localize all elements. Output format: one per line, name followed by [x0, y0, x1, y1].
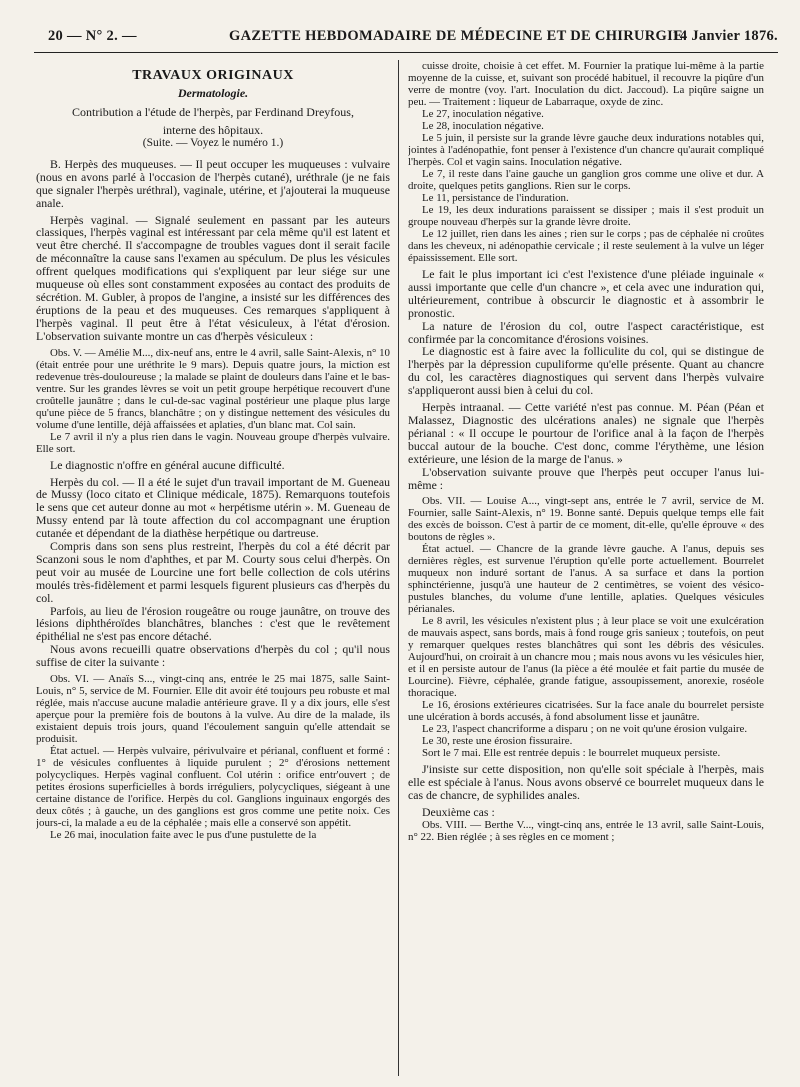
issue-date: 14 Janvier 1876.	[672, 28, 778, 44]
paragraph-scanzoni: Compris dans son sens plus restreint, l'herpès du col a été décrit par Scanzoni sous le nom d'aphthes, et par M. Courty sous celui d'herpès. On peut voir au musée de Lourcine une fort belle collection de cols utérins moulés très-fidèlement et parmi lesquels figurent plusieurs cas d'herpès du col.	[36, 539, 390, 605]
observation-vi-day-27: Le 27, inoculation négative.	[422, 108, 544, 120]
paragraph-herpes-du-col: Herpès du col. — Il a été le sujet d'un travail important de M. Gueneau de Mussy (loco citato et Clinique médicale, 1875). Remarquons toutefois le sens que cet auteur donne au mot « herpétisme utérin ». M. Gueneau de Mussy entend par là toute affection du col accompagnant une éruption cutanée et dépendant de la diathèse herpétique ou dartreuse.	[36, 474, 390, 541]
observation-vii-april-23: Le 23, l'aspect chancriforme a disparu ; on ne voit qu'une érosion vulgaire.	[422, 723, 748, 736]
observation-vi-june-11: Le 11, persistance de l'induration.	[422, 192, 569, 204]
paragraph-quatre-observations: Nous avons recueilli quatre observations d'herpès du col ; qu'il nous suffise de citer la suivante :	[36, 642, 390, 670]
right-column	[408, 60, 764, 1080]
observation-vi-july-12: Le 12 juillet, rien dans les aines ; rien sur le corps ; pas de céphalée ni croûtes dans les cheveux, ni adénopathie cervicale ; il reste seulement à la vulve un léger épaississement. Elle sort.	[408, 228, 764, 264]
journal-title: GAZETTE HEBDOMADAIRE DE MÉDECINE ET DE CHIRURGIE.	[229, 28, 687, 44]
observation-v: Obs. V. — Amélie M..., dix-neuf ans, entre le 4 avril, salle Saint-Alexis, n° 10 (était entrée pour une uréthrite le 9 mars). Depuis quatre jours, la miction est redevenue très-douloureuse ; la malade se plaint de douleurs dans l'aine et le bas-ventre. Sur les grandes lèvres se voit un petit groupe herpétique recouvert d'une croûtelle jaunâtre ; dans le cul-de-sac vaginal postérieur une plaque plus large qu'une pièce de 5 francs, blanchâtre ; on y distingue nettement des vésicules du volume d'une lentille, déjà affaissées et aplaties, d'un blanc mat. Col sain.	[36, 346, 390, 431]
observation-vi-june-7: Le 7, il reste dans l'aine gauche un ganglion gros comme une olive et dur. A droite, quelques petits ganglions. Rien sur le corps.	[408, 168, 764, 192]
paragraph-lesions: Parfois, au lieu de l'érosion rougeâtre ou rouge jaunâtre, on trouve des lésions diphthéroïdes blanchâtres, blanches : c'est que le revêtement épithélial ne s'est pas encore détaché.	[36, 603, 390, 644]
paragraph-diagnostic: Le diagnostic n'offre en général aucune difficulté.	[50, 457, 285, 472]
observation-vii-april-8: Le 8 avril, les vésicules n'existent plus ; à leur place se voit une exulcération de mauvais aspect, sans bords, mais à fond rouge gris sanieux ; toutefois, on peut y remarquer quelques restes blanchâtres qui sont les débris des vésicules. Aujourd'hui, on croirait à un chancre mou ; mais nous avons vu les vésicules hier, et il en persiste autour de l'anus (la pièce a été moulée et fait partie du musée de Lourcine). Fièvre, céphalée, grande fatigue, assoupissement, anorexie, roséole thoracique.	[408, 615, 764, 700]
paragraph-muqueuses: B. Herpès des muqueuses. — Il peut occuper les muqueuses : vulvaire (nous en avons parlé à l'occasion de l'herpès cutané), uréthrale (je ne fais que signaler l'herpès uréthral), vaginale, utérine, et j'ajouterai la muqueuse anale.	[36, 156, 390, 210]
observation-vi-etat-actuel: État actuel. — Herpès vulvaire, périvulvaire et périanal, confluent et formé : 1° de vésicules confluentes à liquide purulent ; 2° d'érosions nettement polycycliques. Herpès vaginal confluent. Col utérin : orifice entr'ouvert ; de petites érosions superficielles à bords irréguliers, polycycliques, siégeant à une certaine distance de l'orifice. Herpès du col. Ganglions inguinaux engorgés des deux côtés ; à gauche, un des ganglions est gros comme une petite noix. Ces jours-ci, la malade a eu de la céphalée ; mais elle a conservé son appétit.	[36, 745, 390, 830]
page-number: 20 — N° 2. —	[48, 28, 137, 44]
observation-v-followup: Le 7 avril il n'y a plus rien dans le vagin. Nouveau groupe d'herpès vulvaire. Elle sort.	[36, 430, 390, 455]
paragraph-bourrelet: J'insiste sur cette disposition, non qu'elle soit spéciale à l'herpès, mais elle est spéciale à l'anus. Nous avons observé ce bourrelet muqueux dans le cas de chancre, de syphilides anales.	[408, 762, 764, 803]
running-header	[34, 28, 780, 48]
observation-vii-april-16: Le 16, érosions extérieures cicatrisées. Sur la face anale du bourrelet persiste une ulcération à bords accusés, à fond absolument lisse et jaunâtre.	[408, 699, 764, 724]
subsection-title: Dermatologie.	[177, 86, 249, 100]
observation-vii-sortie: Sort le 7 mai. Elle est rentrée depuis : le bourrelet muqueux persiste.	[422, 747, 721, 760]
section-title: TRAVAUX ORIGINAUX	[132, 68, 294, 83]
observation-vii: Obs. VII. — Louise A..., vingt-sept ans, entrée le 7 avril, service de M. Fournier, salle Saint-Alexis, n° 19. Bonne santé. Depuis quelque temps elle fait des excès de boisson. C'est à partir de ce moment, dit-elle, qu'elle éprouve « des boutons de règles ».	[408, 495, 764, 544]
paragraph-herpes-intraanal: Herpès intraanal. — Cette variété n'est pas connue. M. Péan (Péan et Malassez, Diagnostic des ulcérations anales) ne signale que l'herpès périanal : « Il occupe le pourtour de l'orifice anal à la façon de l'herpès buccal autour de la bouche. C'est donc, comme l'érythème, une lésion extérieure, une lésion de la marge de l'anus. »	[408, 400, 764, 466]
article-title: Contribution a l'étude de l'herpès, par Ferdinand Dreyfous,	[72, 105, 354, 119]
paragraph-herpes-vaginal: Herpès vaginal. — Signalé seulement en passant par les auteurs classiques, l'herpès vaginal est intéressant par cela même qu'il est latent et veut être cherché. Il s'accompagne de troubles vagues dont il serait facile de méconnaître la cause sans l'examen au spéculum. De plus les vésicules offrent quelques modifications qui s'expliquent par leur siége sur une muqueuse où elles sont constamment exposées au contact des produits de sécrétion. M. Gubler, à propos de l'angine, a insisté sur les différences des éruptions de la peau et des muqueuses. Ces remarques s'appliquent à l'herpès vaginal. Il peut être à l'état vésiculeux, à l'état d'érosion. L'observation suivante montre un cas d'herpès vésiculeux :	[36, 212, 390, 343]
observation-vi-continued: cuisse droite, choisie à cet effet. M. Fournier la pratique lui-même à la partie moyenne de la cuisse, et, suivant son procédé habituel, il recouvre la piqûre d'un verre de montre (voy. l'art. Inoculation du dict. Jaccoud). La piqûre saigne un peu. — Traitement : liqueur de Labarraque, oxyde de zinc.	[408, 60, 764, 108]
paragraph-pleiade: Le fait le plus important ici c'est l'existence d'une pléiade inguinale « aussi importante que celle d'un chancre », et cela avec une induration qui, ultérieurement, contribue à obscurcir le diagnostic et à assombrir le pronostic.	[408, 267, 764, 320]
observation-vi-june-5: Le 5 juin, il persiste sur la grande lèvre gauche deux indurations notables qui, jointes à l'adénopathie, font penser à l'existence d'un chancre qu'aurait compliqué l'herpès. Col et vagin sains. Inoculation négative.	[408, 132, 764, 168]
observation-vi-inoculation: Le 26 mai, inoculation faite avec le pus d'une pustulette de la	[50, 829, 317, 842]
paragraph-nature-erosion: La nature de l'érosion du col, outre l'aspect caractéristique, est confirmée par la concomitance d'érosions voisines.	[408, 318, 764, 346]
paragraph-deuxieme-cas: Deuxième cas :	[422, 805, 495, 820]
observation-vi-june-19: Le 19, les deux indurations paraissent se dissiper ; mais il s'est produit un groupe nouveau d'herpès sur la grande lèvre droite.	[408, 204, 764, 228]
observation-viii: Obs. VIII. — Berthe V..., vingt-cinq ans, entrée le 13 avril, salle Saint-Louis, n° 22. Bien réglée ; à ses règles en ce moment ;	[408, 819, 764, 844]
article-title-line-2: interne des hôpitaux.	[162, 123, 264, 137]
paragraph-observation-intro: L'observation suivante prouve que l'herpès peut occuper l'anus lui-même :	[408, 464, 764, 492]
paragraph-folliculite: Le diagnostic est à faire avec la folliculite du col, qui se distingue de l'herpès par la dépression cupuliforme qu'elle présente. Quant au chancre du col, les caractères diagnostiques qui servent dans l'herpès vulvaire s'appliqueront aussi bien à celui du col.	[408, 344, 764, 398]
left-column	[36, 60, 390, 1080]
column-divider	[398, 60, 399, 1076]
article-continuation-note: (Suite. — Voyez le numéro 1.)	[142, 137, 284, 149]
observation-vii-etat-actuel: État actuel. — Chancre de la grande lèvre gauche. A l'anus, depuis ses dernières règles, est survenue l'éruption qu'elle porte actuellement. Bourrelet muqueux non induré sortant de l'anus. A sa surface et dans la portion sphinctérienne, jusqu'à une hauteur de 2 centimètres, se voient des vésico-pustules blanches, du volume d'une lentille, aplaties. Quelques vésicules périanales.	[408, 543, 764, 616]
observation-vii-april-30: Le 30, reste une érosion fissuraire.	[422, 735, 573, 748]
header-rule	[34, 52, 778, 53]
observation-vi-day-28: Le 28, inoculation négative.	[422, 120, 544, 132]
observation-vi: Obs. VI. — Anaïs S..., vingt-cinq ans, entrée le 25 mai 1875, salle Saint-Louis, n° 5, service de M. Fournier. Elle dit avoir été toujours peu robuste et mal réglée, mais n'accuse aucune maladie antérieure grave. Il y a dix jours, elle s'est aperçue pour la première fois de boutons à la vulve. Au dire de la malade, ils existaient depuis trois jours, quand l'écoulement sanguin qu'elle attendait se produisit.	[36, 673, 390, 746]
